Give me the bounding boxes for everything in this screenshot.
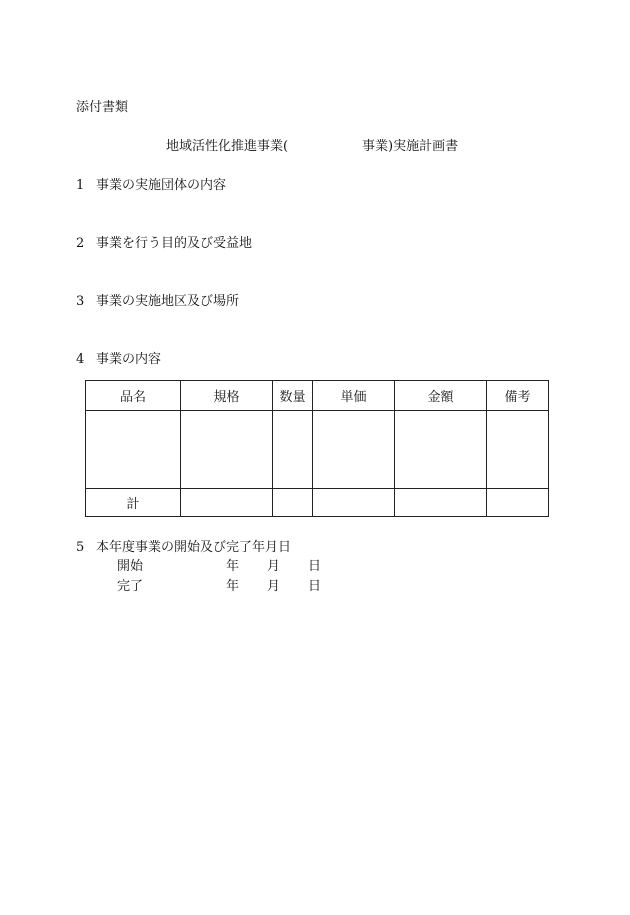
document-title-left: 地域活性化推進事業(: [166, 139, 289, 154]
start-month: 月: [267, 559, 281, 574]
section-2-title: 事業を行う目的及び受益地: [96, 236, 253, 251]
total-spec: [181, 489, 273, 517]
total-quantity: [273, 489, 313, 517]
cell-item-name: [86, 411, 181, 489]
project-items-table: [85, 380, 549, 517]
total-amount: [395, 489, 487, 517]
cell-spec: [181, 411, 273, 489]
cell-unit-price: [313, 411, 395, 489]
cell-amount: [395, 411, 487, 489]
document-title-right: 事業)実施計画書: [362, 139, 459, 154]
table-total-row: [86, 489, 549, 517]
end-label: 完了: [117, 579, 144, 594]
section-5-number: 5: [76, 540, 85, 555]
header-spec: 規格: [181, 381, 273, 411]
section-1-number: 1: [76, 178, 85, 193]
header-amount: 金額: [395, 381, 487, 411]
total-remarks: [487, 489, 549, 517]
section-4-number: 4: [76, 352, 85, 367]
start-year: 年: [226, 559, 240, 574]
section-2-number: 2: [76, 236, 85, 251]
section-3-number: 3: [76, 294, 85, 309]
total-unit-price: [313, 489, 395, 517]
cell-quantity: [273, 411, 313, 489]
start-label: 開始: [117, 559, 144, 574]
header-unit-price: 単価: [313, 381, 395, 411]
end-day: 日: [308, 579, 322, 594]
end-month: 月: [267, 579, 281, 594]
total-label: 計: [86, 489, 181, 517]
header-remarks: 備考: [487, 381, 549, 411]
section-5-title: 本年度事業の開始及び完了年月日: [96, 540, 292, 555]
section-4-title: 事業の内容: [96, 352, 162, 367]
table-row: [86, 411, 549, 489]
start-day: 日: [308, 559, 322, 574]
header-quantity: 数量: [273, 381, 313, 411]
cell-remarks: [487, 411, 549, 489]
section-1-title: 事業の実施団体の内容: [96, 178, 227, 193]
section-3-title: 事業の実施地区及び場所: [96, 294, 240, 309]
end-year: 年: [226, 579, 240, 594]
table-header-row: [86, 381, 549, 411]
attachment-heading: 添付書類: [76, 100, 129, 115]
header-item-name: 品名: [86, 381, 181, 411]
